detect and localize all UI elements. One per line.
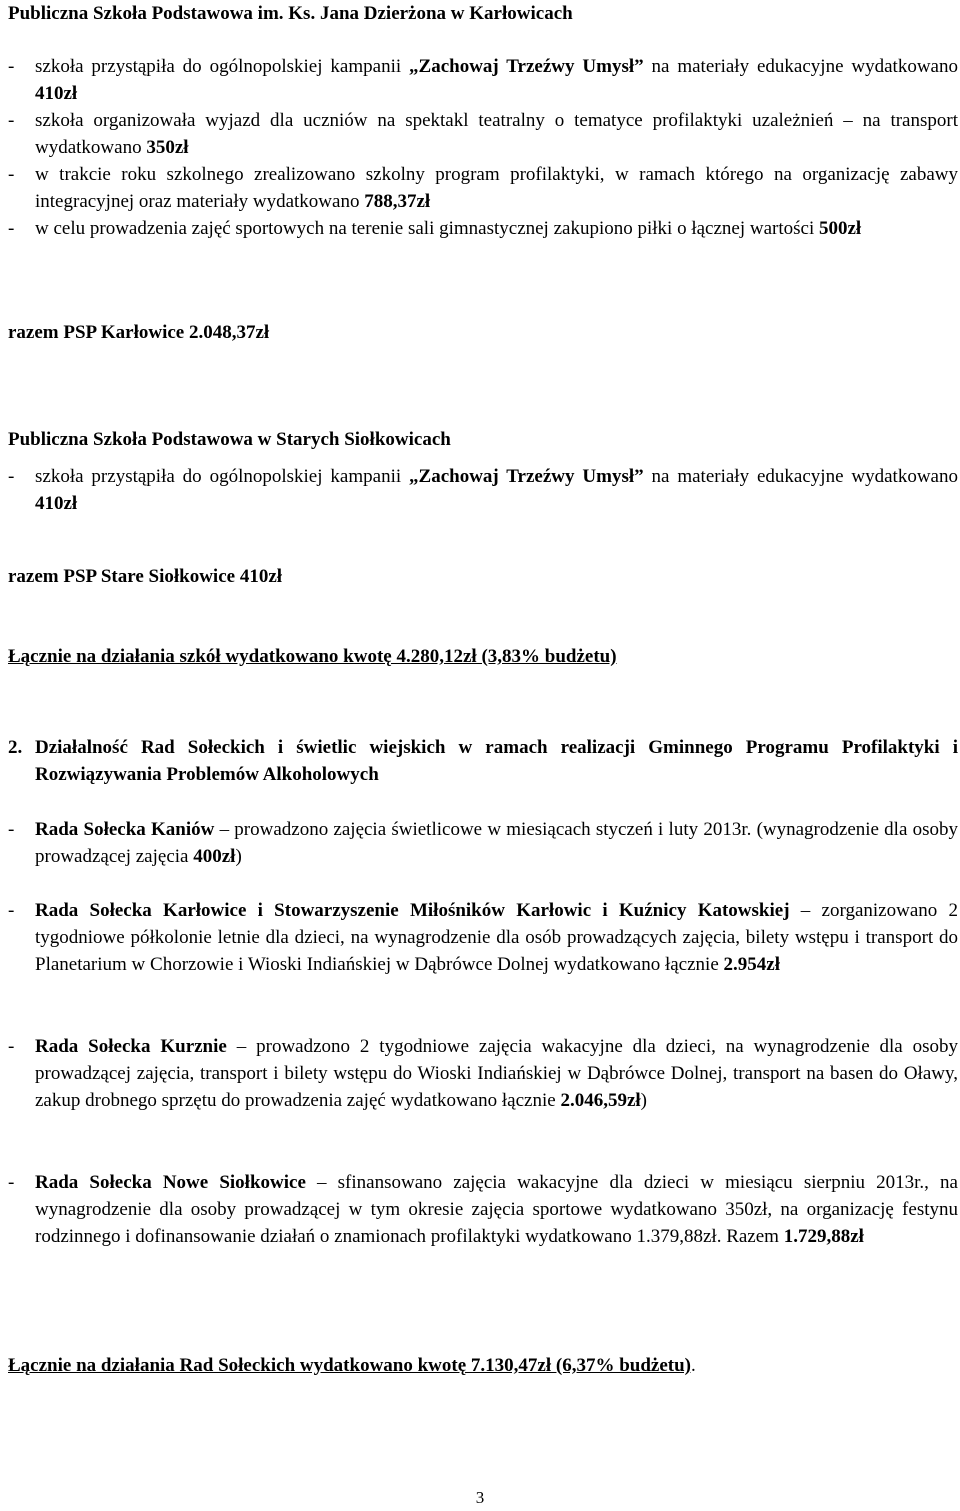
bullet-dash: - (8, 466, 15, 487)
school1-title: Publiczna Szkoła Podstawowa im. Ks. Jana Dzierżona w Karłowicach (8, 3, 573, 24)
bullet-dash: - (8, 110, 15, 131)
list-item: - w trakcie roku szkolnego zrealizowano szkolny program profilaktyki, w ramach którego na organizację zabawy integracyjnej oraz materiały wydatkowano 788,37zł (8, 161, 958, 215)
schools-total: Łącznie na działania szkół wydatkowano kwotę 4.280,12zł (3,83% budżetu) (8, 646, 617, 667)
list-item: - w celu prowadzenia zajęć sportowych na terenie sali gimnastycznej zakupiono piłki o łącznej wartości 500zł (8, 215, 958, 242)
bullet-dash: - (8, 1172, 15, 1193)
section2-heading (8, 734, 958, 788)
bullet-dash: - (8, 164, 15, 185)
bullet-dash: - (8, 900, 15, 921)
list-item: - szkoła przystąpiła do ogólnopolskiej kampanii „Zachowaj Trzeźwy Umysł” na materiały edukacyjne wydatkowano 410zł (8, 463, 958, 517)
list-item: - Rada Sołecka Karłowice i Stowarzyszenie Miłośników Karłowic i Kuźnicy Katowskiej – zorganizowano 2 tygodniowe półkolonie letnie dla dzieci, na wynagrodzenie dla osób prowadzących zajęcia, bilety wstępu i transport do Planetarium w Chorzowie i Wioski Indiańskiej w Dąbrówce Dolnej wydatkowano łącznie 2.954zł (8, 897, 958, 978)
bullet-dash: - (8, 218, 15, 239)
list-item: - szkoła organizowała wyjazd dla uczniów na spektakl teatralny o tematyce profilaktyki uzależnień – na transport wydatkowano 350zł (8, 107, 958, 161)
list-item: - Rada Sołecka Kurznie – prowadzono 2 tygodniowe zajęcia wakacyjne dla dzieci, na wynagrodzenie dla osoby prowadzącej zajęcia, transport i bilety wstępu do Wioski Indiańskiej w Dąbrówce Dolnej, transport na basen do Oławy, zakup drobnego sprzętu do prowadzenia zajęć wydatkowano łącznie 2.046,59zł) (8, 1033, 958, 1114)
section-number: 2. (8, 737, 23, 758)
bullet-dash: - (8, 1036, 15, 1057)
school2-list (8, 463, 958, 517)
school1-total: razem PSP Karłowice 2.048,37zł (8, 322, 270, 343)
list-item: - Rada Sołecka Nowe Siołkowice – sfinansowano zajęcia wakacyjne dla dzieci w miesiącu sierpniu 2013r., na wynagrodzenie dla osoby prowadzącej w tym okresie zajęcia sportowe wydatkowano 350zł, na organizację festynu rodzinnego i dofinansowanie działań o znamionach profilaktyki wydatkowano 1.379,88zł. Razem 1.729,88zł (8, 1169, 958, 1250)
bullet-dash: - (8, 56, 15, 77)
school2-title: Publiczna Szkoła Podstawowa w Starych Siołkowicach (8, 429, 451, 450)
school1-list (8, 53, 958, 242)
section-title: Działalność Rad Sołeckich i świetlic wiejskich w ramach realizacji Gminnego Programu Profilaktyki i Rozwiązywania Problemów Alkoholowych (35, 737, 958, 785)
section2-total: Łącznie na działania Rad Sołeckich wydatkowano kwotę 7.130,47zł (6,37% budżetu). (8, 1355, 696, 1376)
bullet-dash: - (8, 819, 15, 840)
list-item: - szkoła przystąpiła do ogólnopolskiej kampanii „Zachowaj Trzeźwy Umysł” na materiały edukacyjne wydatkowano 410zł (8, 53, 958, 107)
school2-total: razem PSP Stare Siołkowice 410zł (8, 566, 283, 587)
page-number: 3 (475, 1488, 485, 1507)
list-item: - Rada Sołecka Kaniów – prowadzono zajęcia świetlicowe w miesiącach styczeń i luty 2013r. (wynagrodzenie dla osoby prowadzącej zajęcia 400zł) (8, 816, 958, 870)
